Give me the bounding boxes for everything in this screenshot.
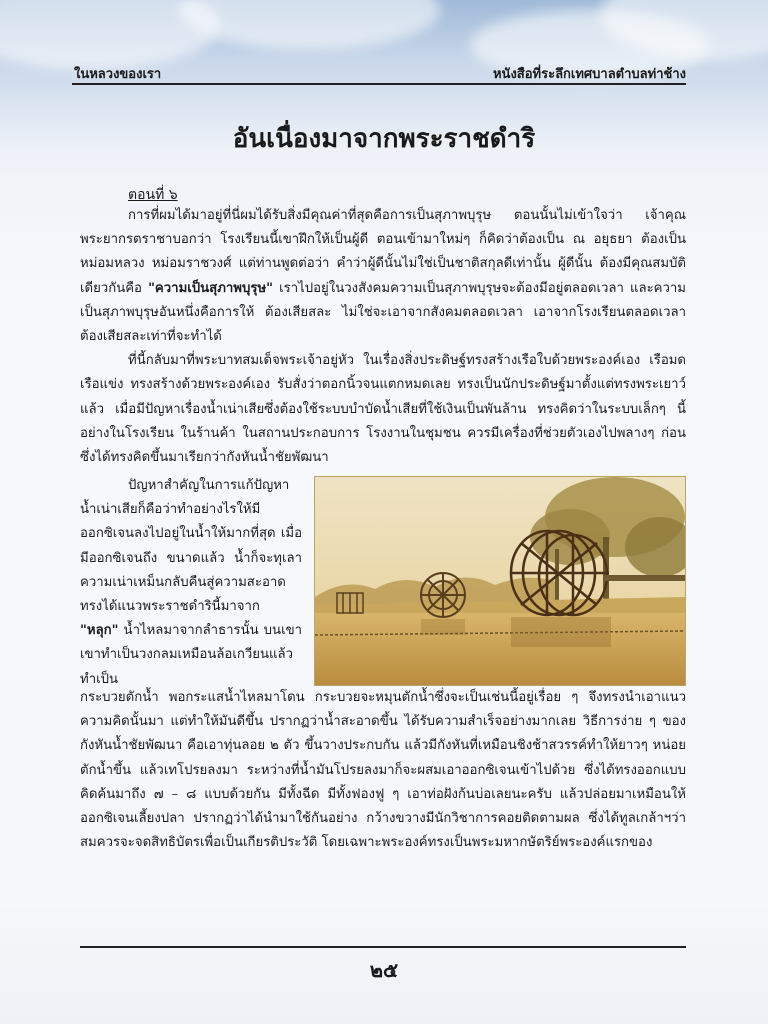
article-body-wrapped: [80, 474, 302, 692]
header-book-title: หนังสือที่ระลึกเทศบาลตำบลท่าช้าง: [492, 67, 686, 82]
header-book-section: ในหลวงของเรา: [74, 67, 162, 82]
article-body-bottom: [80, 686, 686, 855]
cloud-decoration: [180, 0, 440, 50]
page-title: อันเนื่องมาจากพระราชดำริ: [232, 124, 536, 154]
paragraph: กระบวยตักน้ำ พอกระแสน้ำไหลมาโดน กระบวยจะหมุนตักน้ำซึ่งจะเป็นเช่นนี้อยู่เรื่อย ๆ จึงทรงนำเอาแนวความคิดนั้นมา แต่ทำให้มันดีขึ้น ปรากฏว่าน้ำสะอาดขึ้น ได้รับความสำเร็จอย่างมากเลย วิธีการง่าย ๆ ของกังหันน้ำชัยพัฒนา คือเอาทุ่นลอย ๒ ตัว ขึ้นวางประกบกัน แล้วมีกังหันที่เหมือนชิงช้าสวรรค์ทำให้ยาวๆ หน่อยตักน้ำขึ้น แล้วเทโปรยลงมา ระหว่างที่น้ำมันโปรยลงมาก็จะผสมเอาออกซิเจนเข้าไปด้วย ซึ่งได้ทรงออกแบบคิดค้นมาถึง ๗ – ๘ แบบด้วยกัน มีทั้งฉีด มีทั้งฟองฟู ๆ เอาท่อฝังก้นบ่อเลยนะครับ แล้วปล่อยมาเหมือนให้ออกซิเจนเลี้ยงปลา ปรากฏว่าได้นำมาใช้กันอย่าง กว้างขวางมีนักวิชาการคอยติดตามผล ซึ่งได้ทูลเกล้าฯว่าสมควรจะจดสิทธิบัตรเพื่อเป็นเกียรติประวัติ โดยเฉพาะพระองค์ทรงเป็นพระมหากษัตริย์พระองค์แรกของ: [80, 690, 686, 851]
footer-divider: [80, 946, 686, 948]
header-divider: [72, 83, 686, 85]
paragraph: การที่ผมได้มาอยู่ที่นี่ผมได้รับสิ่งมีคุณค่าที่สุดคือการเป็นสุภาพบุรุษ ตอนนั้นไม่เข้าใจว่า เจ้าคุณพระยากรตราชาบอกว่า โรงเรียนนี้เขาฝึกให้เป็นผู้ดี ตอนเข้ามาใหม่ๆ ก็คิดว่าต้องเป็น ณ อยุธยา ต้องเป็นหม่อมหลวง หม่อมราชวงศ์ แต่ท่านพูดต่อว่า คำว่าผู้ดีนั้นไม่ใช่เป็นชาติสกุลดีเท่านั้น ผู้ดีนั้น ต้องมีคุณสมบัติเดียวกันคือ "ความเป็นสุภาพบุรุษ" เราไปอยู่ในวงสังคมความเป็นสุภาพบุรุษจะต้องมีอยู่ตลอดเวลา และความเป็นสุภาพบุรุษอันหนึ่งคือการให้ ต้องเสียสละ ไม่ใช่จะเอาจากสังคมตลอดเวลา เอาจากโรงเรียนตลอดเวลา ต้องเสียสละเท่าที่จะทำได้: [80, 208, 686, 345]
emphasis-text: "หลุก": [80, 623, 119, 639]
paragraph: ปัญหาสำคัญในการแก้ปัญหาน้ำเน่าเสียก็คือว่าทำอย่างไรให้มีออกซิเจนลงไปอยู่ในน้ำให้มากที่สุด เมื่อมีออกซิเจนถึง ขนาดแล้ว น้ำก็จะทุเลาความเน่าเหม็นกลับคืนสู่ความสะอาด ทรงได้แนวพระราชดำรินี้มาจาก "หลุก" น้ำไหลมาจากลำธารนั้น บนเขา เขาทำเป็นวงกลมเหมือนล้อเกวียนแล้วทำเป็น: [80, 478, 302, 687]
emphasis-text: "ความเป็นสุภาพบุรุษ": [148, 280, 274, 296]
water-wheel-illustration: [315, 477, 685, 685]
water-wheel-photo: [314, 476, 686, 686]
article-body-top: [80, 204, 686, 470]
page-number: ๒๕: [369, 958, 399, 982]
section-heading: ตอนที่ ๖: [128, 187, 178, 203]
paragraph: ที่นี้กลับมาที่พระบาทสมเด็จพระเจ้าอยู่หัว ในเรื่องสิ่งประดิษฐ์ทรงสร้างเรือใบด้วยพระองค์เอง เรือมด เรือแข่ง ทรงสร้างด้วยพระองค์เอง รับสั่งว่าตอกนิ้วจนแตกหมดเลย ทรงเป็นนักประดิษฐ์มาตั้งแต่ทรงพระเยาว์แล้ว เมื่อมีปัญหาเรื่องน้ำเน่าเสียซึ่งต้องใช้ระบบบำบัดน้ำเสียที่ใช้เงินเป็นพันล้าน ทรงคิดว่าในระบบเล็กๆ นี้ อย่างในโรงเรียน ในร้านค้า ในสถานประกอบการ โรงงานในชุมชน ควรมีเครื่องที่ช่วยตัวเองไปพลางๆ ก่อน ซึ่งได้ทรงคิดขึ้นมาเรียกว่ากังหันน้ำชัยพัฒนา: [80, 353, 686, 466]
